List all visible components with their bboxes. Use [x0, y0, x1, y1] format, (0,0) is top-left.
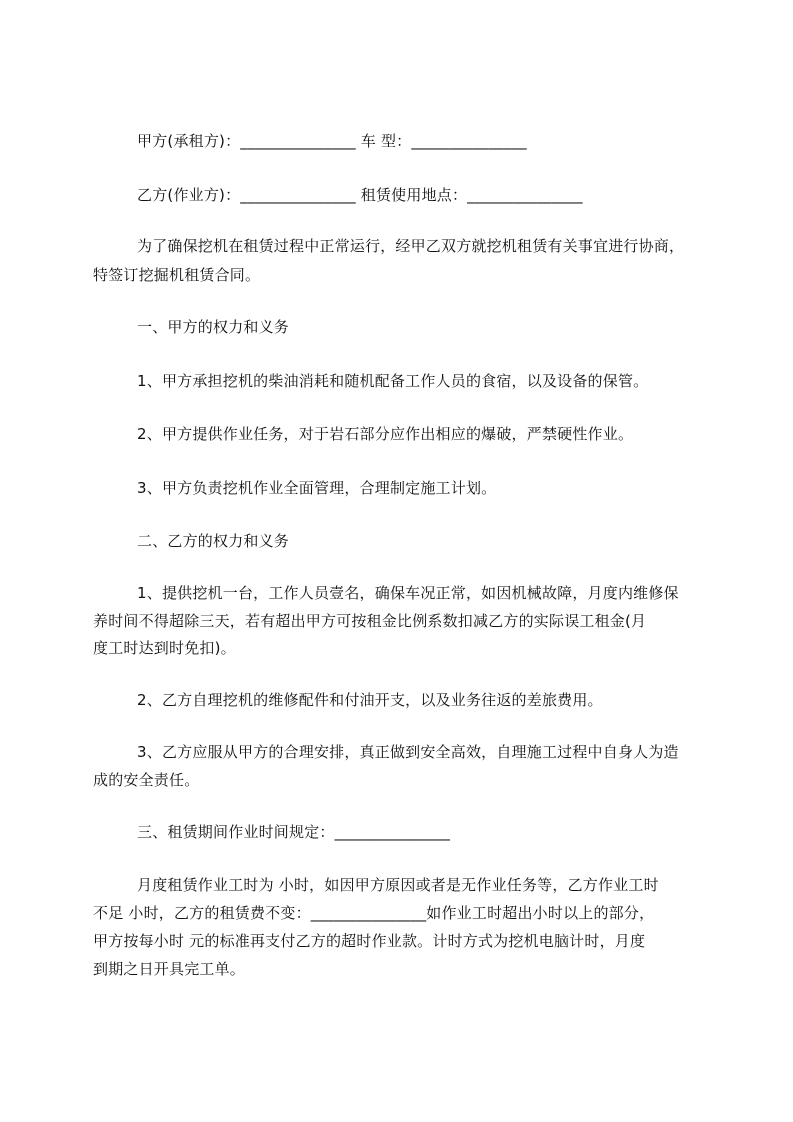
section-1-heading: 一、甲方的权力和义务 [137, 318, 290, 336]
section-1-item-2: 2、甲方提供作业任务，对于岩石部分应作出相应的爆破，严禁硬性作业。 [137, 425, 634, 443]
section-2-item-3-line-2: 成的安全责任。 [93, 771, 200, 789]
section-2-heading: 二、乙方的权力和义务 [137, 532, 290, 550]
intro-line-2: 特签订挖掘机租赁合同。 [93, 266, 261, 284]
section-2-item-1-line-1: 1、提供挖机一台，工作人员壹名，确保车况正常，如因机械故障，月度内维修保 [137, 584, 679, 602]
intro-line-1: 为了确保挖机在租赁过程中正常运行，经甲乙双方就挖机租赁有关事宜进行协商， [137, 237, 685, 255]
section-2-item-3-line-1: 3、乙方应服从甲方的合理安排，真正做到安全高效，自理施工过程中自身人为造 [137, 743, 679, 761]
section-2-item-1-line-3: 度工时达到时免扣)。 [93, 639, 236, 657]
section-3-para-line-2: 不足 小时，乙方的租赁费不变：_______________如作业工时超出小时以上的部分， [93, 904, 655, 922]
section-2-item-1-line-2: 养时间不得超除三天，若有超出甲方可按租金比例系数扣减乙方的实际误工租金(月 [93, 612, 647, 630]
lessee-line: 甲方(承租方)：_______________ 车 型：_______________ [137, 132, 527, 150]
section-3-para-line-3: 甲方按每小时 元的标准再支付乙方的超时作业款。计时方式为挖机电脑计时，月度 [93, 932, 646, 950]
section-1-item-3: 3、甲方负责挖机作业全面管理，合理制定施工计划。 [137, 479, 497, 497]
operator-line: 乙方(作业方)：_______________ 租赁使用地点：_______________ [137, 186, 583, 204]
section-3-para-line-4: 到期之日开具完工单。 [93, 960, 246, 978]
section-1-item-1: 1、甲方承担挖机的柴油消耗和随机配备工作人员的食宿，以及设备的保管。 [137, 372, 649, 390]
section-3-para-line-1: 月度租赁作业工时为 小时，如因甲方原因或者是无作业任务等，乙方作业工时 [137, 876, 659, 894]
section-2-item-2: 2、乙方自理挖机的维修配件和付油开支，以及业务往返的差旅费用。 [137, 691, 603, 709]
section-3-heading: 三、租赁期间作业时间规定：_______________ [137, 823, 451, 841]
